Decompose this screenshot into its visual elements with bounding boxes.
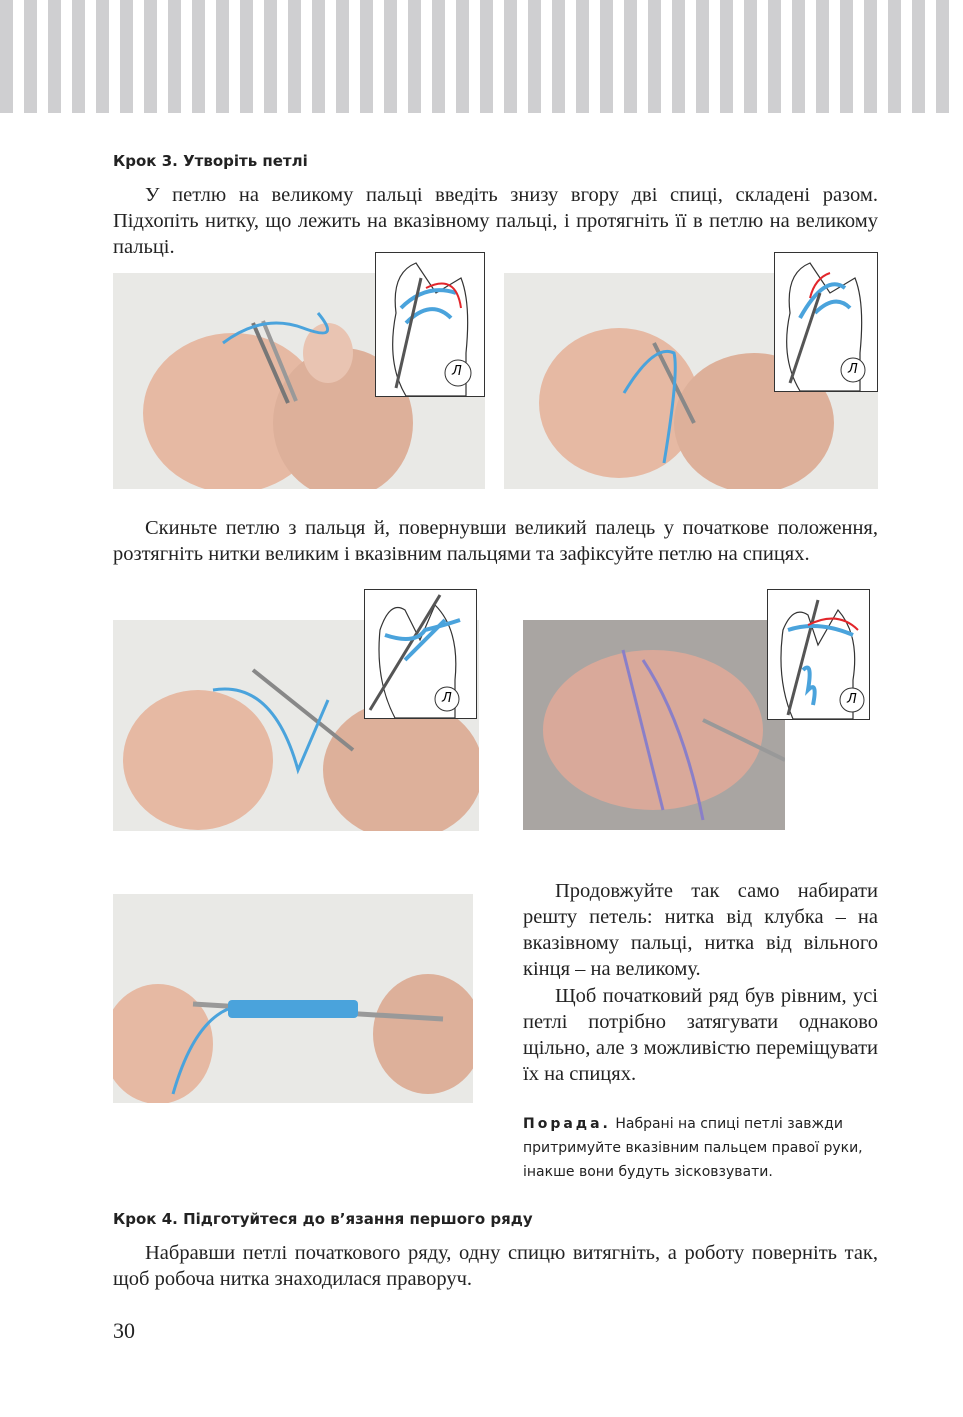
- hand-diagram-3: [364, 589, 477, 719]
- step3-paragraph-3: Продовжуйте так само набирати решту петель: нитка від клубка – на вказівному пальці, нитка від вільного кінця – на великому.: [523, 880, 878, 980]
- inset-label: Л: [442, 691, 452, 706]
- inset-label: Л: [452, 364, 462, 379]
- hand-diagram-2: [774, 252, 878, 392]
- photo-cast-on-row: [113, 894, 473, 1103]
- step3-heading: Крок 3. Утворіть петлі: [113, 152, 308, 170]
- photo-loops-on-needles: [523, 620, 785, 830]
- hand-diagram-1: [375, 252, 485, 397]
- step3-paragraph-4: Щоб початковий ряд був рівним, усі петлі потрібно затягувати однаково щільно, але з можливістю переміщувати їх на спицях.: [523, 985, 878, 1085]
- step4-paragraph: Набравши петлі початкового ряду, одну спицю витягніть, а роботу поверніть так, щоб робоча нитка знаходилася праворуч.: [113, 1242, 878, 1290]
- tip-label: Порада.: [523, 1116, 611, 1132]
- inset-label: Л: [848, 362, 858, 377]
- tip-text: Набрані на спиці петлі завжди притримуйте вказівним пальцем правої руки, інакше вони будуть зісковзувати.: [523, 1116, 863, 1180]
- tip-box: [523, 1112, 883, 1184]
- inset-label: Л: [847, 692, 857, 707]
- header-stripes: [0, 0, 963, 113]
- page-number: 30: [113, 1318, 135, 1343]
- step4-heading: Крок 4. Підготуйтеся до в’язання першого ряду: [113, 1210, 533, 1228]
- hand-diagram-4: [767, 589, 870, 720]
- step3-paragraph-1: У петлю на великому пальці введіть знизу вгору дві спиці, складені разом. Підхопіть нитку, що лежить на вказівному пальці, і протягніть її в петлю на великому пальці.: [113, 184, 878, 258]
- step3-paragraph-2: Скиньте петлю з пальця й, повернувши великий палець у початкове положення, розтягніть нитки великим і вказівним пальцями та зафіксуйте петлю на спицях.: [113, 517, 878, 565]
